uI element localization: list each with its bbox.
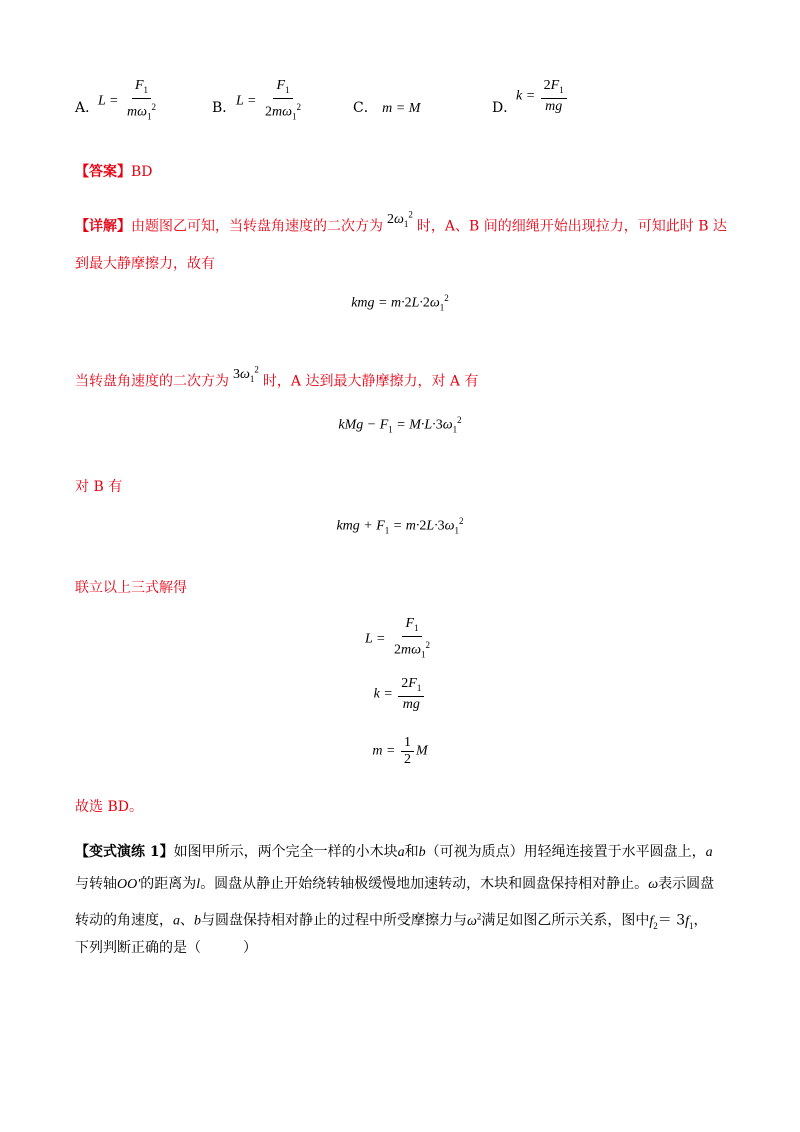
answer-tag: 【答案】 xyxy=(75,164,131,180)
option-d-formula: k = $\frac{2F_1}{mg}$ xyxy=(516,78,569,115)
detail-tag: 【详解】 xyxy=(75,218,131,235)
answer-value: BD xyxy=(131,164,153,180)
answer-line xyxy=(75,162,153,182)
equation-5: k = $\frac{2F_1}{mg}$ xyxy=(0,676,800,713)
option-a xyxy=(75,98,99,118)
detail-line-6: 故选 BD。 xyxy=(75,799,143,815)
option-b-label: B． xyxy=(212,100,237,116)
equation-2: kMg − $F_1 = M\cdot L\cdot 3\omega_1^2$ xyxy=(338,415,462,435)
detail-line-4: 对 B 有 xyxy=(75,479,123,495)
detail-line-3: 当转盘角速度的二次方为 $3\omega_1^2$时，A 达到最大静摩擦力，对 A 有 xyxy=(75,364,479,390)
equation-3: kmg + $F_1 = m\cdot 2L\cdot 3\omega_1^2$ xyxy=(336,516,464,536)
option-c-label: C． xyxy=(353,100,378,116)
equation-1: kmg = $m\cdot 2L\cdot 2\omega_1^2$ xyxy=(351,293,449,313)
variant-tag: 【变式演练 1】 xyxy=(75,844,174,860)
detail-line-5: 联立以上三式解得 xyxy=(75,580,187,596)
option-b xyxy=(212,98,236,118)
option-a-formula: L = $\frac{F_1}{m\omega_1^2}$ xyxy=(98,78,156,122)
option-d xyxy=(492,98,517,118)
variant-line-3: 转动的角速度，a、b与圆盘保持相对静止的过程中所受摩擦力与$\omega^2$满足如图乙所示关系，图中$f_2= 3f_1$， xyxy=(75,911,708,931)
variant-line-2: 与转轴OO′的距离为l。圆盘从静止开始绕转轴极缓慢地加速转动，木块和圆盘保持相对静止。ω表示圆盘 xyxy=(75,876,715,892)
option-c: C． m = M xyxy=(353,100,421,116)
option-b-formula: L = $\frac{F_1}{2m\omega_1^2}$ xyxy=(236,78,301,122)
equation-6: m = $\frac{1}{2}$ M xyxy=(372,735,428,767)
equation-4: L = $\frac{F_1}{2m\omega_1^2}$ xyxy=(365,616,430,660)
option-d-label: D． xyxy=(492,100,518,116)
detail-line-1: 【详解】由题图乙可知，当转盘角速度的二次方为 $2\omega_1^2$时，A、B 间的细绳开始出现拉力，可知此时 B 达 xyxy=(75,209,727,235)
detail-line-2: 到最大静摩擦力，故有 xyxy=(75,256,215,272)
variant-line-1: 【变式演练 1】如图甲所示，两个完全一样的小木块a和b（可视为质点）用轻绳连接置于水平圆盘上，a xyxy=(75,844,713,860)
option-a-label: A． xyxy=(75,100,100,116)
variant-line-4: 下列判断正确的是（ ） xyxy=(75,940,257,956)
